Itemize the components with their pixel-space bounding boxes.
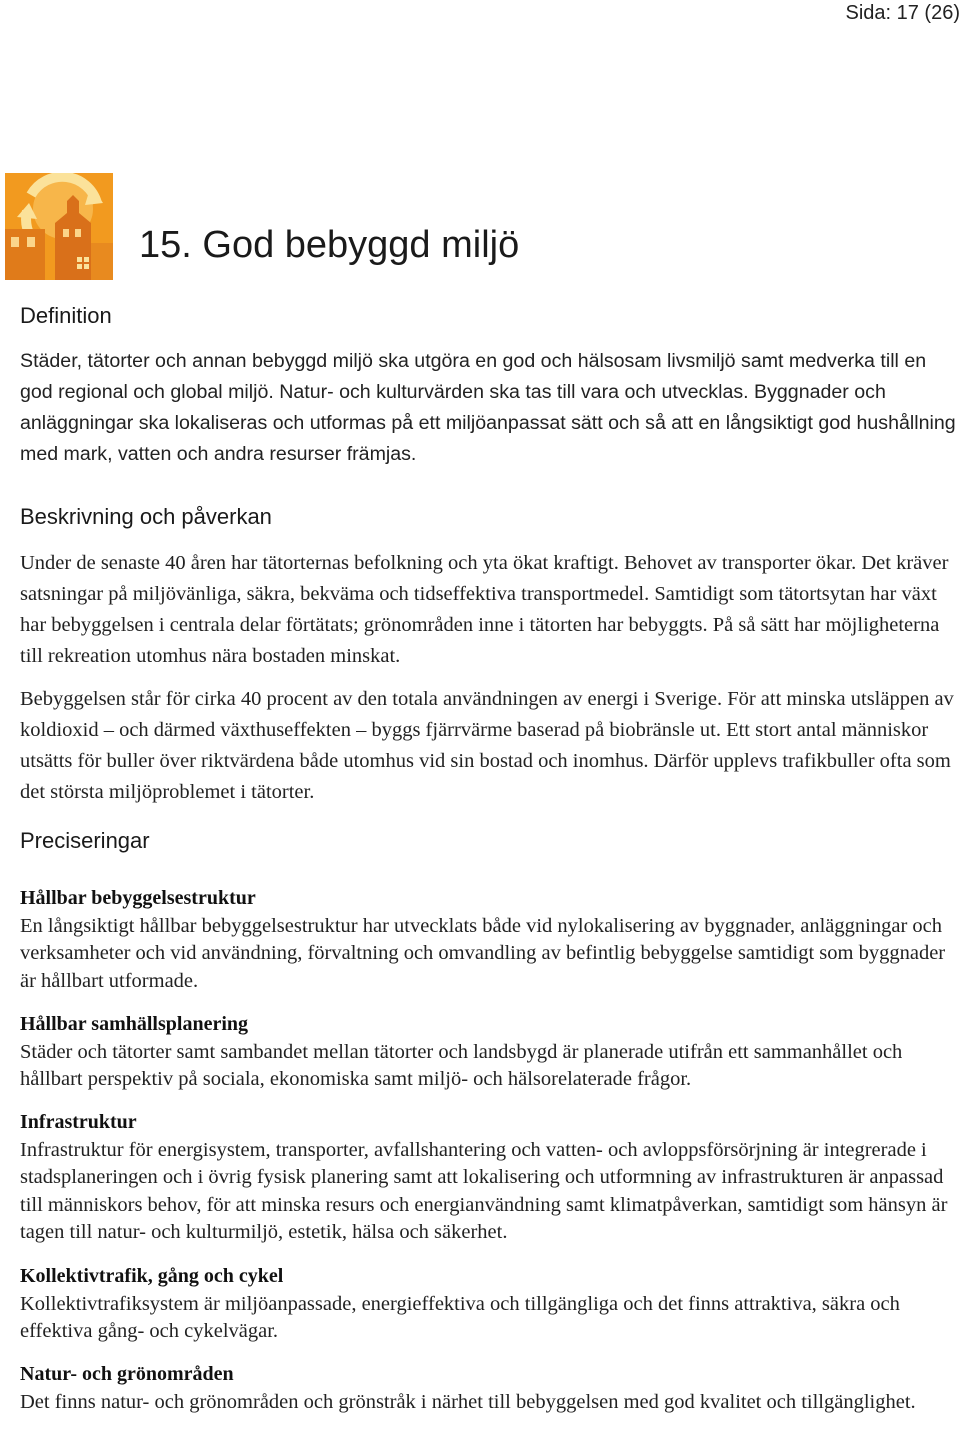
spec-text-kollektivtrafik: Kollektivtrafiksystem är miljöanpassade, energieffektiva och tillgängliga och det finns attraktiva, säkra och effektiva gång- och cykelvägar. [20, 1293, 900, 1343]
description-heading: Beskrivning och påverkan [20, 504, 272, 529]
spec-text-hallbar-bebyggelsestruktur: En långsiktigt hållbar bebyggelsestruktur har utvecklats både vid nylokalisering av byggnader, anläggningar och verksamheter och vid användning, förvaltning och omvandling av befintlig bebyggelse samtidigt som byggnader är hållbart utformade. [20, 915, 946, 992]
page-number: Sida: 17 (26) [845, 2, 960, 24]
spec-title-hallbar-samhallsplanering: Hållbar samhällsplanering [20, 1013, 249, 1035]
spec-title-natur-och-gronomraden: Natur- och grönområden [20, 1363, 234, 1385]
spec-title-hallbar-bebyggelsestruktur: Hållbar bebyggelsestruktur [20, 887, 256, 909]
description-paragraph-2: Bebyggelsen står för cirka 40 procent av den totala användningen av energi i Sverige. För att minska utsläppen av koldioxid – och därmed växthuseffekten – byggs fjärrvärme baserad på biobränsle ut. Ett stort antal människor utsätts för buller över riktvärdena både utomhus vid sin bostad och inomhus. Därför upplevs trafikbuller ofta som det största miljöproblemet i tätorter. [20, 688, 954, 803]
spec-title-kollektivtrafik: Kollektivtrafik, gång och cykel [20, 1265, 284, 1287]
description-paragraph-1: Under de senaste 40 åren har tätorternas befolkning och yta ökat kraftigt. Behovet av transporter ökar. Det kräver satsningar på miljövänliga, säkra, bekväma och tidseffektiva transportmedel. Samtidigt som tätortsytan har växt har bebyggelsen i centrala delar förtätats; grönområden inne i tätorten har bebyggts. På så sätt har möjligheterna till rekreation utomhus nära bostaden minskat. [20, 552, 949, 667]
spec-text-hallbar-samhallsplanering: Städer och tätorter samt sambandet mellan tätorter och landsbygd är planerade utifrån ett sammanhållet och hållbart perspektiv på sociala, ekonomiska samt miljö- och hälsorelaterade frågor. [20, 1041, 903, 1091]
definition-heading: Definition [20, 303, 112, 328]
chapter-title: 15. God bebyggd miljö [139, 224, 520, 266]
spec-text-natur-och-gronomraden: Det finns natur- och grönområden och grönstråk i närhet till bebyggelsen med god kvalitet och tillgänglighet. [20, 1391, 916, 1413]
specifications-heading: Preciseringar [20, 828, 150, 853]
definition-text: Städer, tätorter och annan bebyggd miljö ska utgöra en god och hälsosam livsmiljö samt medverka till en god regional och global miljö. Natur- och kulturvärden ska tas till vara och utvecklas. Byggnader och anläggningar ska lokaliseras och utformas på ett miljöanpassat sätt och så att en långsiktigt god hushållning med mark, vatten och andra resurser främjas. [20, 350, 956, 465]
town-buildings-sun-icon [5, 173, 113, 280]
spec-text-infrastruktur: Infrastruktur för energisystem, transporter, avfallshantering och vatten- och avloppsförsörjning är integrerade i stadsplaneringen och i övrig fysisk planering samt att lokalisering och utformning av infrastrukturen är anpassad till människors behov, för att minska resurs och energianvändning samt klimatpåverkan, samtidigt som hänsyn är tagen till natur- och kulturmiljö, estetik, hälsa och säkerhet. [20, 1139, 948, 1243]
spec-title-infrastruktur: Infrastruktur [20, 1111, 137, 1133]
